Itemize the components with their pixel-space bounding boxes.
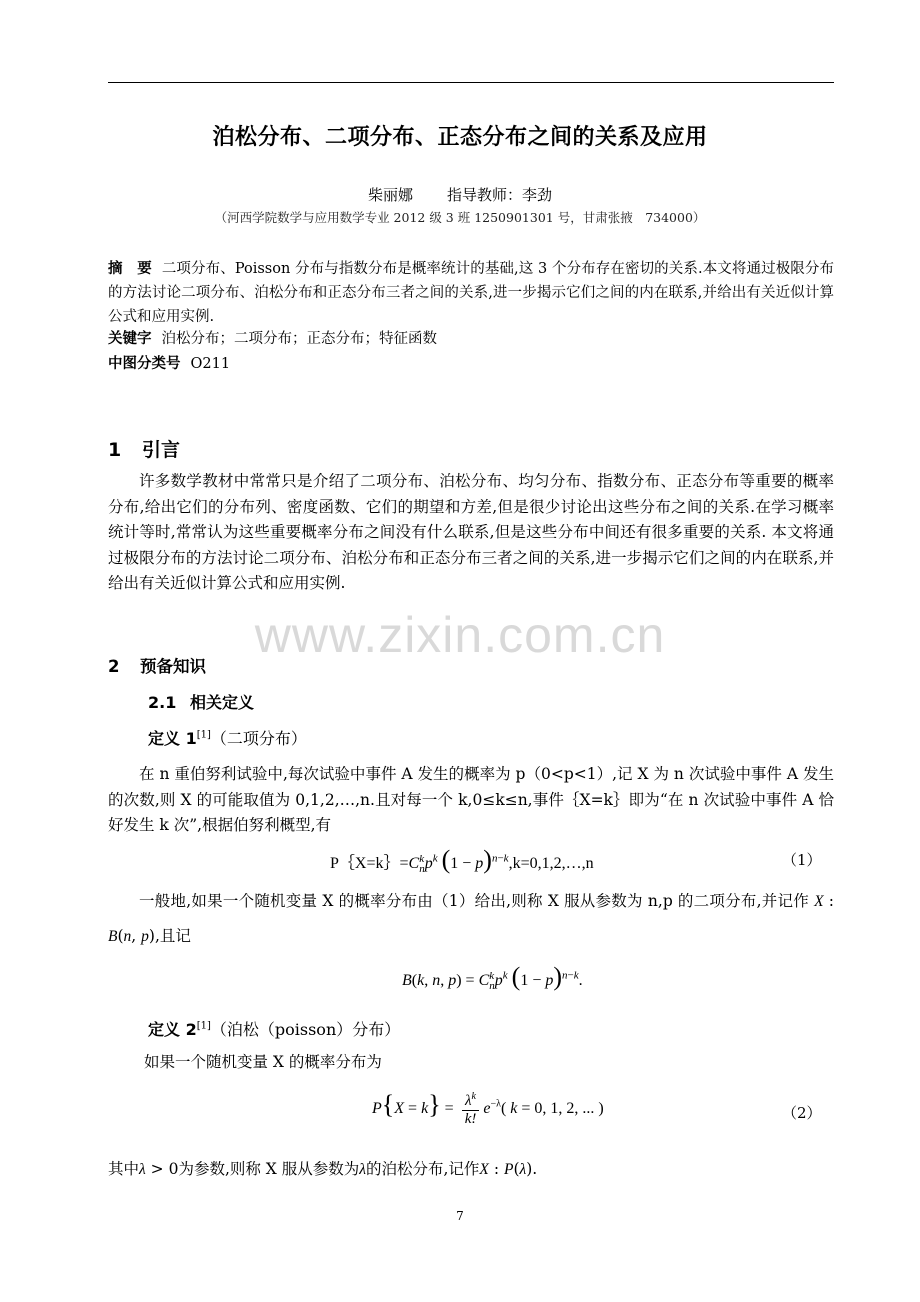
watermark: www.zixin.com.cn [254, 607, 666, 663]
keywords-label: 关键字 [108, 331, 152, 347]
definition-1-label: 定义 1[1]（二项分布） [148, 729, 307, 748]
equation-2-number: （2） [782, 1104, 822, 1122]
equation-2: P{X = k} = $\frac{\lambda^k}{k!}$ $e^{-\lambda}$( k = 0, 1, 2, ... ) [372, 1090, 604, 1127]
definition-1-body: 在 n 重伯努利试验中,每次试验中事件 A 发生的概率为 p（0<p<1）,记 X 为 n 次试验中事件 A 发生的次数,则 X 的可能取值为 0,1,2,…,n.且对每一个 k,0≤k≤n,事件｛X=k｝即为“在 n 次试验中事件 A 恰好发生 k 次”,根据伯努利概型,有 [108, 765, 834, 834]
section-heading-2: 2 预备知识 [108, 657, 206, 676]
subsection-heading-2-1: 2.1 相关定义 [148, 693, 255, 712]
paper-title: 泊松分布、二项分布、正态分布之间的关系及应用 [212, 125, 708, 150]
page-number: 7 [456, 1209, 464, 1223]
classification-label: 中图分类号 [108, 356, 181, 372]
header-rule [108, 82, 834, 83]
keywords-text: 泊松分布；二项分布；正态分布；特征函数 [161, 331, 437, 347]
definition-2-intro: 如果一个随机变量 X 的概率分布为 [144, 1053, 382, 1071]
author-name: 柴丽娜 [367, 186, 413, 204]
keywords [108, 327, 834, 351]
abstract-label: 摘 要 [108, 261, 152, 277]
definition-2-label: 定义 2[1]（泊松（poisson）分布） [148, 1020, 401, 1039]
abstract [108, 257, 834, 329]
classification-text: O211 [190, 356, 231, 372]
definition-2-tail: 其中λ > 0为参数,则称 X 服从参数为λ的泊松分布,记作X : P(λ). [108, 1160, 538, 1178]
author-line [0, 184, 920, 205]
advisor-name: 指导教师：李劲 [447, 186, 553, 204]
equation-1: P｛X=k｝=C k n $p^k$ $(1 - p)^{n-k},k=0,1,2,\dots,n$ [330, 845, 594, 876]
section1-body: 许多数学教材中常常只是介绍了二项分布、泊松分布、均匀分布、指数分布、正态分布等重要的概率分布,给出它们的分布列、密度函数、它们的期望和方差,但是很少讨论出这些分布之间的关系.在学习概率统计等时,常常认为这些重要概率分布之间没有什么联系,但是这些分布中间还有很多重要的关系. 本文将通过极限分布的方法讨论二项分布、泊松分布和正态分布三者之间的关系,进一步揭示它们之间的内在联系,并给出有关近似计算公式和应用实例. [108, 472, 834, 592]
definition-1-after: 一般地,如果一个随机变量 X 的概率分布由（1）给出,则称 X 服从参数为 n,p 的二项分布,并记作 X : B(n, p),且记 [108, 892, 834, 945]
citation-ref[interactable]: [1] [196, 1020, 211, 1032]
affiliation: （河西学院数学与应用数学专业 2012 级 3 班 1250901301 号，甘肃张掖 734000） [214, 210, 706, 225]
section-heading-1: 1 引言 [108, 439, 181, 461]
classification [108, 352, 834, 376]
equation-binomial-def: B(k, n, p) = C k n $p^k$ $(1 - p)^{n-k}$. [402, 962, 583, 993]
equation-1-number: （1） [782, 851, 822, 869]
citation-ref[interactable]: [1] [196, 729, 211, 741]
abstract-text: 二项分布、Poisson 分布与指数分布是概率统计的基础,这 3 个分布存在密切的关系.本文将通过极限分布的方法讨论二项分布、泊松分布和正态分布三者之间的关系,进一步揭示它们之间的内在联系,并给出有关近似计算公式和应用实例. [108, 261, 834, 325]
